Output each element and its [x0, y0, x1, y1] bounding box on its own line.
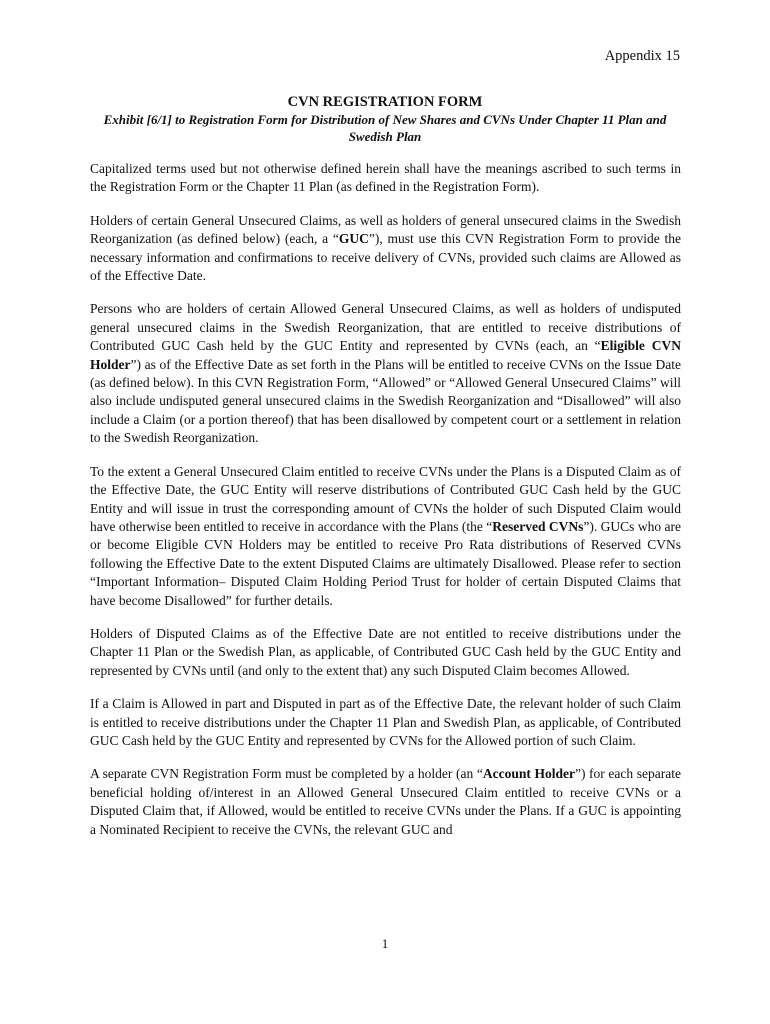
paragraph-disputed-holders: Holders of Disputed Claims as of the Effective Date are not entitled to receive distributions under the Chapter 11 Plan or the Swedish Plan, as applicable, of Contributed GUC Cash held by the GUC Entity and represented by CVNs until (and only to the extent that) any such Disputed Claim becomes Allowed.	[90, 625, 681, 678]
defined-term-account-holder: Account Holder	[482, 766, 575, 782]
text-run: ”), must use this CVN Registration Form to provide the necessary information and confirmations to receive delivery of CVNs, provided such claims are Allowed as of the Effective Date.	[90, 231, 681, 284]
paragraph-account-holder	[90, 765, 681, 839]
defined-term-eligible-cvn-holder: Eligible CVN Holder	[90, 338, 681, 372]
document-body	[90, 160, 681, 854]
text-run: Persons who are holders of certain Allowed General Unsecured Claims, as well as holders of undisputed general unsecured claims in the Swedish Reorganization, that are entitled to receive distributions of Contributed GUC Cash held by the GUC Entity and represented by CVNs (each, an “	[90, 301, 681, 354]
appendix-label: Appendix 15	[604, 48, 680, 64]
form-subtitle: Exhibit [6/1] to Registration Form for Distribution of New Shares and CVNs Under Chapter 11 Plan and Swedish Plan	[103, 112, 667, 144]
paragraph-definitions: Capitalized terms used but not otherwise defined herein shall have the meanings ascribed to such terms in the Registration Form or the Chapter 11 Plan (as defined in the Registration Form).	[90, 161, 681, 195]
form-title: CVN REGISTRATION FORM	[287, 94, 483, 110]
text-run: ”) for each separate beneficial holding of/interest in an Allowed General Unsecured Claim entitled to receive CVNs or a Disputed Claim that, if Allowed, would be entitled to receive CVNs under the Plans. If a GUC is appointing a Nominated Recipient to receive the CVNs, the relevant GUC and	[90, 766, 681, 837]
defined-term-reserved-cvns: Reserved CVNs	[492, 518, 584, 534]
paragraph-disputed-claims	[90, 463, 681, 610]
text-run: To the extent a General Unsecured Claim entitled to receive CVNs under the Plans is a Disputed Claim as of the Effective Date, the GUC Entity will reserve distributions of Contributed GUC Cash held by the GUC Entity and will issue in trust the corresponding amount of CVNs the holder of such Disputed Claim would have otherwise been entitled to receive in accordance with the Plans (the “	[90, 463, 681, 534]
paragraph-guc-holders	[90, 212, 681, 286]
paragraph-eligible-holders	[90, 300, 681, 447]
text-run: ”) as of the Effective Date as set forth in the Plans will be entitled to receive CVNs on the Issue Date (as defined below). In this CVN Registration Form, “Allowed” or “Allowed General Unsecured Claims” will also include undisputed general unsecured claims in the Swedish Reorganization and “Disallowed” will also include a Claim (or a portion thereof) that has been disallowed by competent court or a settlement in relation to the Swedish Reorganization.	[90, 356, 681, 446]
defined-term-guc: GUC	[338, 231, 369, 247]
text-run: A separate CVN Registration Form must be completed by a holder (an “	[90, 766, 483, 782]
paragraph-partial-allowed: If a Claim is Allowed in part and Disputed in part as of the Effective Date, the relevant holder of such Claim is entitled to receive distributions under the Chapter 11 Plan and Swedish Plan, as applicable, of Contributed GUC Cash held by the GUC Entity and represented by CVNs for the Allowed portion of such Claim.	[90, 696, 681, 748]
text-run: ”). GUCs who are or become Eligible CVN Holders may be entitled to receive Pro Rata distributions of Reserved CVNs following the Effective Date to the extent Disputed Claims are ultimately Disallowed. Please refer to section “Important Information– Disputed Claim Holding Period Trust for holder of certain Disputed Claims that have become Disallowed” for further details.	[90, 518, 681, 608]
text-run: Holders of certain General Unsecured Claims, as well as holders of general unsecured claims in the Swedish Reorganization (as defined below) (each, a “	[90, 212, 681, 247]
page-number: 1	[381, 936, 389, 951]
